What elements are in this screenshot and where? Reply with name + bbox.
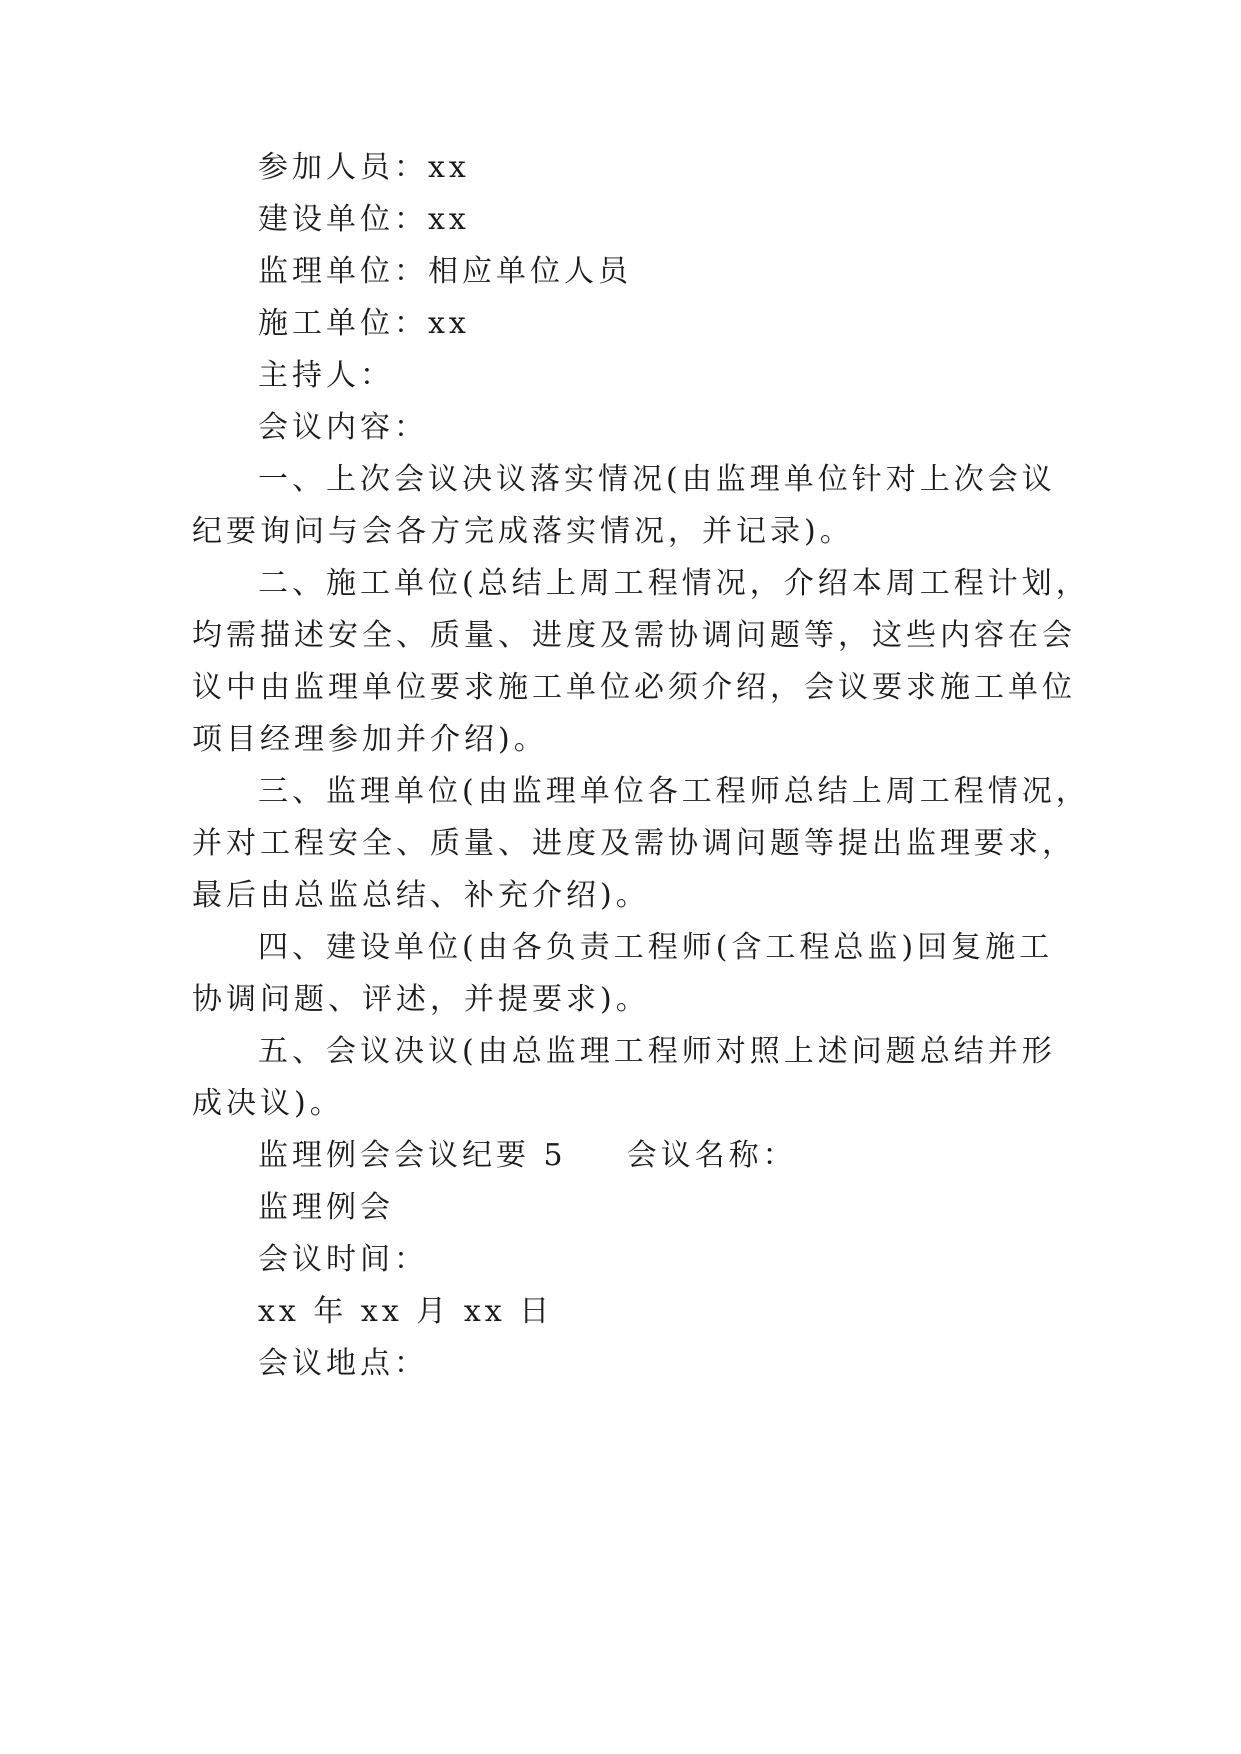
meeting-name-value: 监理例会 <box>258 1190 394 1225</box>
host-line: 主持人： <box>258 358 394 393</box>
item-one-line-1: 一、上次会议决议落实情况(由监理单位针对上次会议 <box>258 462 1056 497</box>
meeting-time-label: 会议时间： <box>258 1242 428 1277</box>
item-two-line-1: 二、施工单位(总结上周工程情况，介绍本周工程计划， <box>258 566 1090 601</box>
meeting-date-value: xx 年 xx 月 xx 日 <box>258 1294 554 1329</box>
item-three-line-3: 最后由总监总结、补充介绍)。 <box>192 878 650 913</box>
minutes-title: 监理例会会议纪要 5 <box>258 1138 567 1173</box>
attendees-line: 参加人员：xx <box>258 150 470 185</box>
item-three-line-1: 三、监理单位(由监理单位各工程师总结上周工程情况， <box>258 774 1090 809</box>
item-five-line-2: 成决议)。 <box>192 1086 344 1121</box>
item-four-line-1: 四、建设单位(由各负责工程师(含工程总监)回复施工 <box>258 930 1054 965</box>
item-one-line-2: 纪要询问与会各方完成落实情况，并记录)。 <box>192 514 854 549</box>
item-four-line-2: 协调问题、评述，并提要求)。 <box>192 982 650 1017</box>
meeting-name-label: 会议名称： <box>626 1138 797 1173</box>
minutes-title-line <box>258 1136 1118 1176</box>
item-five-line-1: 五、会议决议(由总监理工程师对照上述问题总结并形 <box>258 1034 1056 1069</box>
item-two-line-2: 均需描述安全、质量、进度及需协调问题等，这些内容在会 <box>192 618 1076 653</box>
construction-unit-line: 施工单位：xx <box>258 306 470 341</box>
item-three-line-2: 并对工程安全、质量、进度及需协调问题等提出监理要求， <box>192 826 1076 861</box>
item-two-line-4: 项目经理参加并介绍)。 <box>192 722 548 757</box>
item-two-line-3: 议中由监理单位要求施工单位必须介绍，会议要求施工单位 <box>192 670 1076 705</box>
meeting-content-heading: 会议内容： <box>258 410 428 445</box>
meeting-location-label: 会议地点： <box>258 1346 428 1381</box>
supervision-unit-line: 监理单位：相应单位人员 <box>258 254 632 289</box>
owner-unit-line: 建设单位：xx <box>258 202 470 237</box>
